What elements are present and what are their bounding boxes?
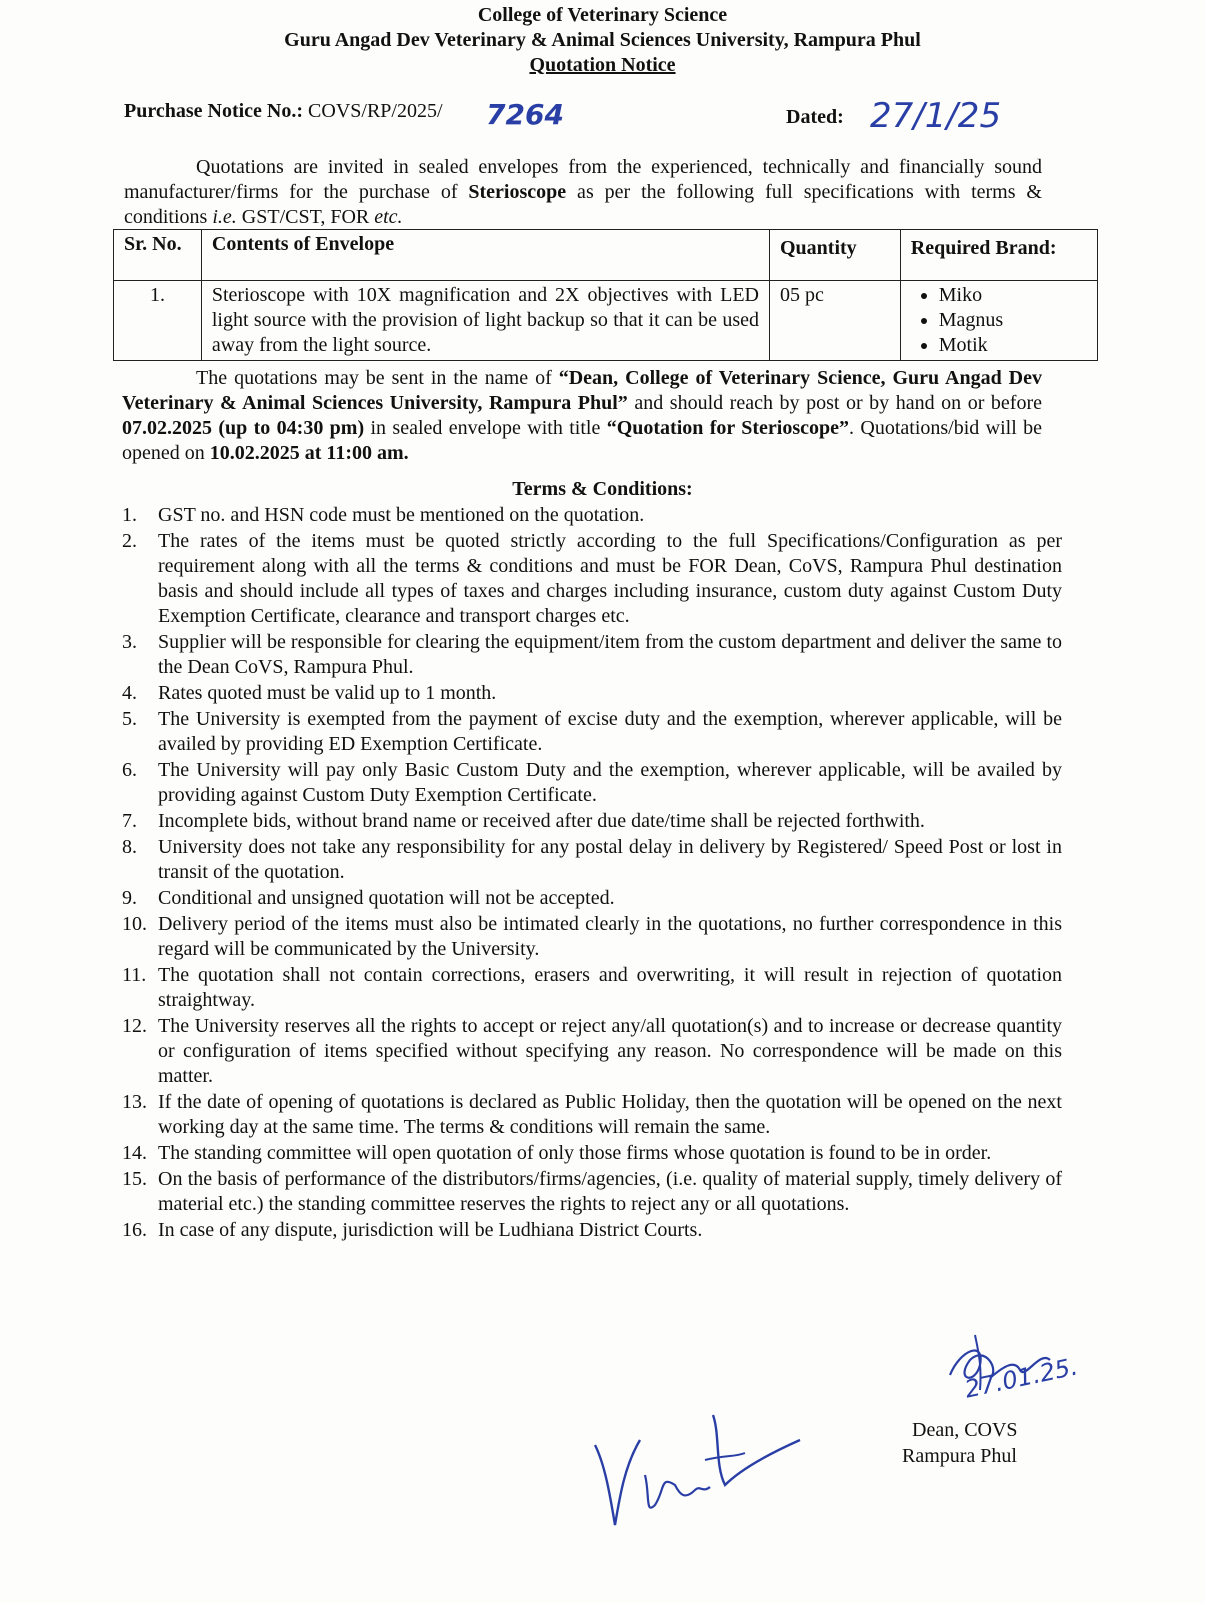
term-item: 11. The quotation shall not contain corrections, erasers and overwriting, it will result in rejection of quotation straightway.: [122, 964, 1062, 1011]
purchase-notice-line: [124, 100, 443, 123]
terms-heading: Terms & Conditions:: [512, 478, 693, 500]
term-item: 5. The University is exempted from the payment of excise duty and the exemption, wherever applicable, will be availed by providing ED Exemption Certificate.: [122, 708, 1062, 755]
brand-item: • Miko: [939, 283, 1087, 308]
brand-list: [917, 283, 1087, 358]
row-contents: Sterioscope with 10X magnification and 2X objectives with LED light source with the provision of light backup so that it can be used away from the light source.: [201, 281, 769, 361]
notice-title: Quotation Notice: [529, 54, 676, 76]
signatory-place: Rampura Phul: [902, 1445, 1017, 1467]
submission-paragraph: The quotations may be sent in the name of “Dean, College of Veterinary Science, Guru Angad Dev Veterinary & Animal Sciences University, Rampura Phul” and should reach by post or by hand on or before 07.02.2025 (up to 04:30 pm) in sealed envelope with title “Quotation for Sterioscope”. Quotations/bid will be opened on 10.02.2025 at 11:00 am.: [122, 367, 1043, 464]
purchase-notice-number: COVS/RP/2025/: [308, 100, 443, 122]
purchase-notice-label: Purchase Notice No.:: [124, 100, 304, 122]
brand-item: • Magnus: [939, 308, 1087, 333]
term-item: 15. On the basis of performance of the distributors/firms/agencies, (i.e. quality of material supply, timely delivery of material etc.) the standing committee reserves the rights to reject any or all quotations.: [122, 1168, 1062, 1215]
signatory-designation: Dean, COVS: [912, 1419, 1018, 1441]
term-item: 16. In case of any dispute, jurisdiction will be Ludhiana District Courts.: [122, 1219, 703, 1241]
initials-signature: [585, 1405, 815, 1545]
term-item: 13. If the date of opening of quotations is declared as Public Holiday, then the quotation will be opened on the next working day at the same time. The terms & conditions will remain the same.: [122, 1091, 1062, 1138]
row-sr-no: 1.: [114, 281, 202, 361]
brand-header: Required Brand:: [900, 230, 1097, 281]
table-row: [114, 281, 1098, 361]
term-item: 8. University does not take any responsibility for any postal delay in delivery by Registered/ Speed Post or lost in transit of the quotation.: [122, 836, 1062, 883]
quantity-header: Quantity: [769, 230, 900, 281]
term-item: 3. Supplier will be responsible for clearing the equipment/item from the custom department and deliver the same to the Dean CoVS, Rampura Phul.: [122, 631, 1062, 678]
term-item: 14. The standing committee will open quotation of only those firms whose quotation is found to be in order.: [122, 1142, 992, 1164]
specification-table: [113, 229, 1098, 361]
term-item: 7. Incomplete bids, without brand name or received after due date/time shall be rejected forthwith.: [122, 810, 925, 832]
university-name: Guru Angad Dev Veterinary & Animal Sciences University, Rampura Phul: [284, 29, 921, 51]
row-quantity: 05 pc: [769, 281, 900, 361]
intro-paragraph: Quotations are invited in sealed envelopes from the experienced, technically and financially sound manufacturer/firms for the purchase of Sterioscope as per the following full specifications with terms & conditions i.e. GST/CST, FOR etc.: [124, 156, 1042, 228]
sr-no-header: Sr. No.: [114, 230, 202, 281]
college-name: College of Veterinary Science: [477, 4, 728, 26]
contents-header: Contents of Envelope: [201, 230, 769, 281]
term-item: 2. The rates of the items must be quoted strictly according to the full Specifications/Configuration as per requirement along with all the terms & conditions and must be FOR Dean, CoVS, Rampura Phul destination basis and should include all types of taxes and charges including insurance, custom duty against Custom Duty Exemption Certificate, clearance and transport charges etc.: [122, 530, 1062, 627]
handwritten-date: 27/1/25: [870, 96, 1002, 136]
term-item: 10. Delivery period of the items must also be intimated clearly in the quotations, no further correspondence in this regard will be communicated by the University.: [122, 913, 1062, 960]
term-item: 6. The University will pay only Basic Custom Duty and the exemption, wherever applicable, will be availed by providing against Custom Duty Exemption Certificate.: [122, 759, 1062, 806]
term-item: 9. Conditional and unsigned quotation will not be accepted.: [122, 887, 615, 909]
term-item: 4. Rates quoted must be valid up to 1 month.: [122, 682, 497, 704]
handwritten-notice-number: 7264: [486, 98, 564, 131]
brand-item: • Motik: [939, 333, 1087, 358]
term-item: 12. The University reserves all the rights to accept or reject any/all quotation(s) and to increase or decrease quantity or configuration of items specified without specifying any reason. No correspondence will be made on this matter.: [122, 1015, 1062, 1087]
table-header-row: [114, 230, 1098, 281]
signature-date: 27.01.25.: [962, 1352, 1081, 1404]
row-brands: [900, 281, 1097, 361]
term-item: 1. GST no. and HSN code must be mentioned on the quotation.: [122, 504, 645, 526]
terms-list: [122, 503, 1062, 1244]
dated-label: Dated:: [786, 106, 844, 128]
